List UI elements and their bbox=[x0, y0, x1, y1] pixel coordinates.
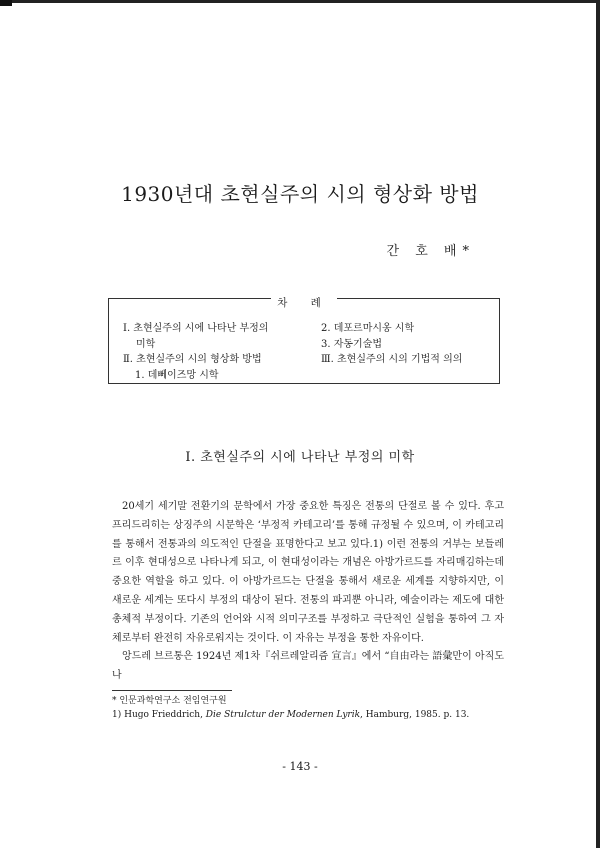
toc-right-column bbox=[321, 321, 462, 368]
scan-edge-corner bbox=[0, 0, 12, 6]
scan-edge-top bbox=[0, 0, 600, 3]
paragraph: 앙드레 브르통은 1924년 제1차『쉬르레알리즘 宣言』에서 “自由라는 語彙만이 아직도 나 bbox=[112, 651, 504, 682]
toc-item: 미학 bbox=[136, 338, 156, 350]
toc-heading bbox=[109, 291, 499, 310]
toc-item: Ⅱ. 초현실주의 시의 형상화 방법 bbox=[123, 354, 262, 365]
paragraph: 20세기 세기말 전환기의 문학에서 가장 중요한 특징은 전통의 단절로 볼 수 있다. 후고 프리드리히는 상징주의 시문학은 ‘부정적 카테고리’를 통해 규정될 수 있으며, 이 카테고리를 통해서 전통과의 의도적인 단절을 표명한다고 보고 있다.1) 이런 전통의 거부는 보들레르 이후 현대성으로 나타나게 되고, 이 현대성이라는 개념은 아방가르드를 자리매김하는데 중요한 역할을 하고 있다. 이 아방가르드는 단절을 통해서 새로운 세계를 지향하지만, 이 새로운 세계는 또다시 부정의 대상이 된다. 전통의 파괴뿐 아니라, 예술이라는 제도에 대한 총체적 부정이다. 기존의 언어와 시적 의미구조를 부정하고 극단적인 실험을 통하여 그 자체로부터 완전히 자유로워지는 것이다. 이 자유는 부정을 통한 자유이다. bbox=[112, 501, 504, 644]
paper-title: 1930년대 초현실주의 시의 형상화 방법 bbox=[121, 182, 479, 206]
footnote-1-title: Die Strulctur der Modernen Lyrik bbox=[205, 710, 361, 720]
toc-item: 3. 자동기술법 bbox=[321, 338, 383, 350]
table-of-contents bbox=[108, 298, 500, 384]
footnote-author: * 인문과학연구소 전임연구원 bbox=[112, 696, 227, 706]
footnote-1-suffix: , Hamburg, 1985. p. 13. bbox=[360, 710, 470, 720]
footnote-divider bbox=[112, 690, 232, 691]
toc-label: 차 례 bbox=[271, 297, 337, 309]
toc-item: 2. 데포르마시옹 시학 bbox=[321, 323, 415, 334]
author-name: 간 호 배* bbox=[386, 244, 475, 259]
toc-item: 1. 데뻬이즈망 시학 bbox=[135, 369, 219, 381]
page-number: - 143 - bbox=[282, 760, 318, 773]
toc-item: Ⅲ. 초현실주의 시의 기법적 의의 bbox=[321, 354, 463, 365]
toc-item: Ⅰ. 초현실주의 시에 나타난 부정의 bbox=[123, 323, 269, 334]
footnote-1-prefix: 1) Hugo Frieddrich, bbox=[112, 710, 206, 720]
footnote-1 bbox=[112, 708, 504, 722]
section-heading: Ⅰ. 초현실주의 시에 나타난 부정의 미학 bbox=[185, 450, 415, 465]
body-text bbox=[112, 498, 504, 686]
toc-left-column bbox=[123, 321, 268, 383]
scan-edge-right bbox=[596, 0, 600, 848]
footnotes bbox=[112, 694, 504, 722]
